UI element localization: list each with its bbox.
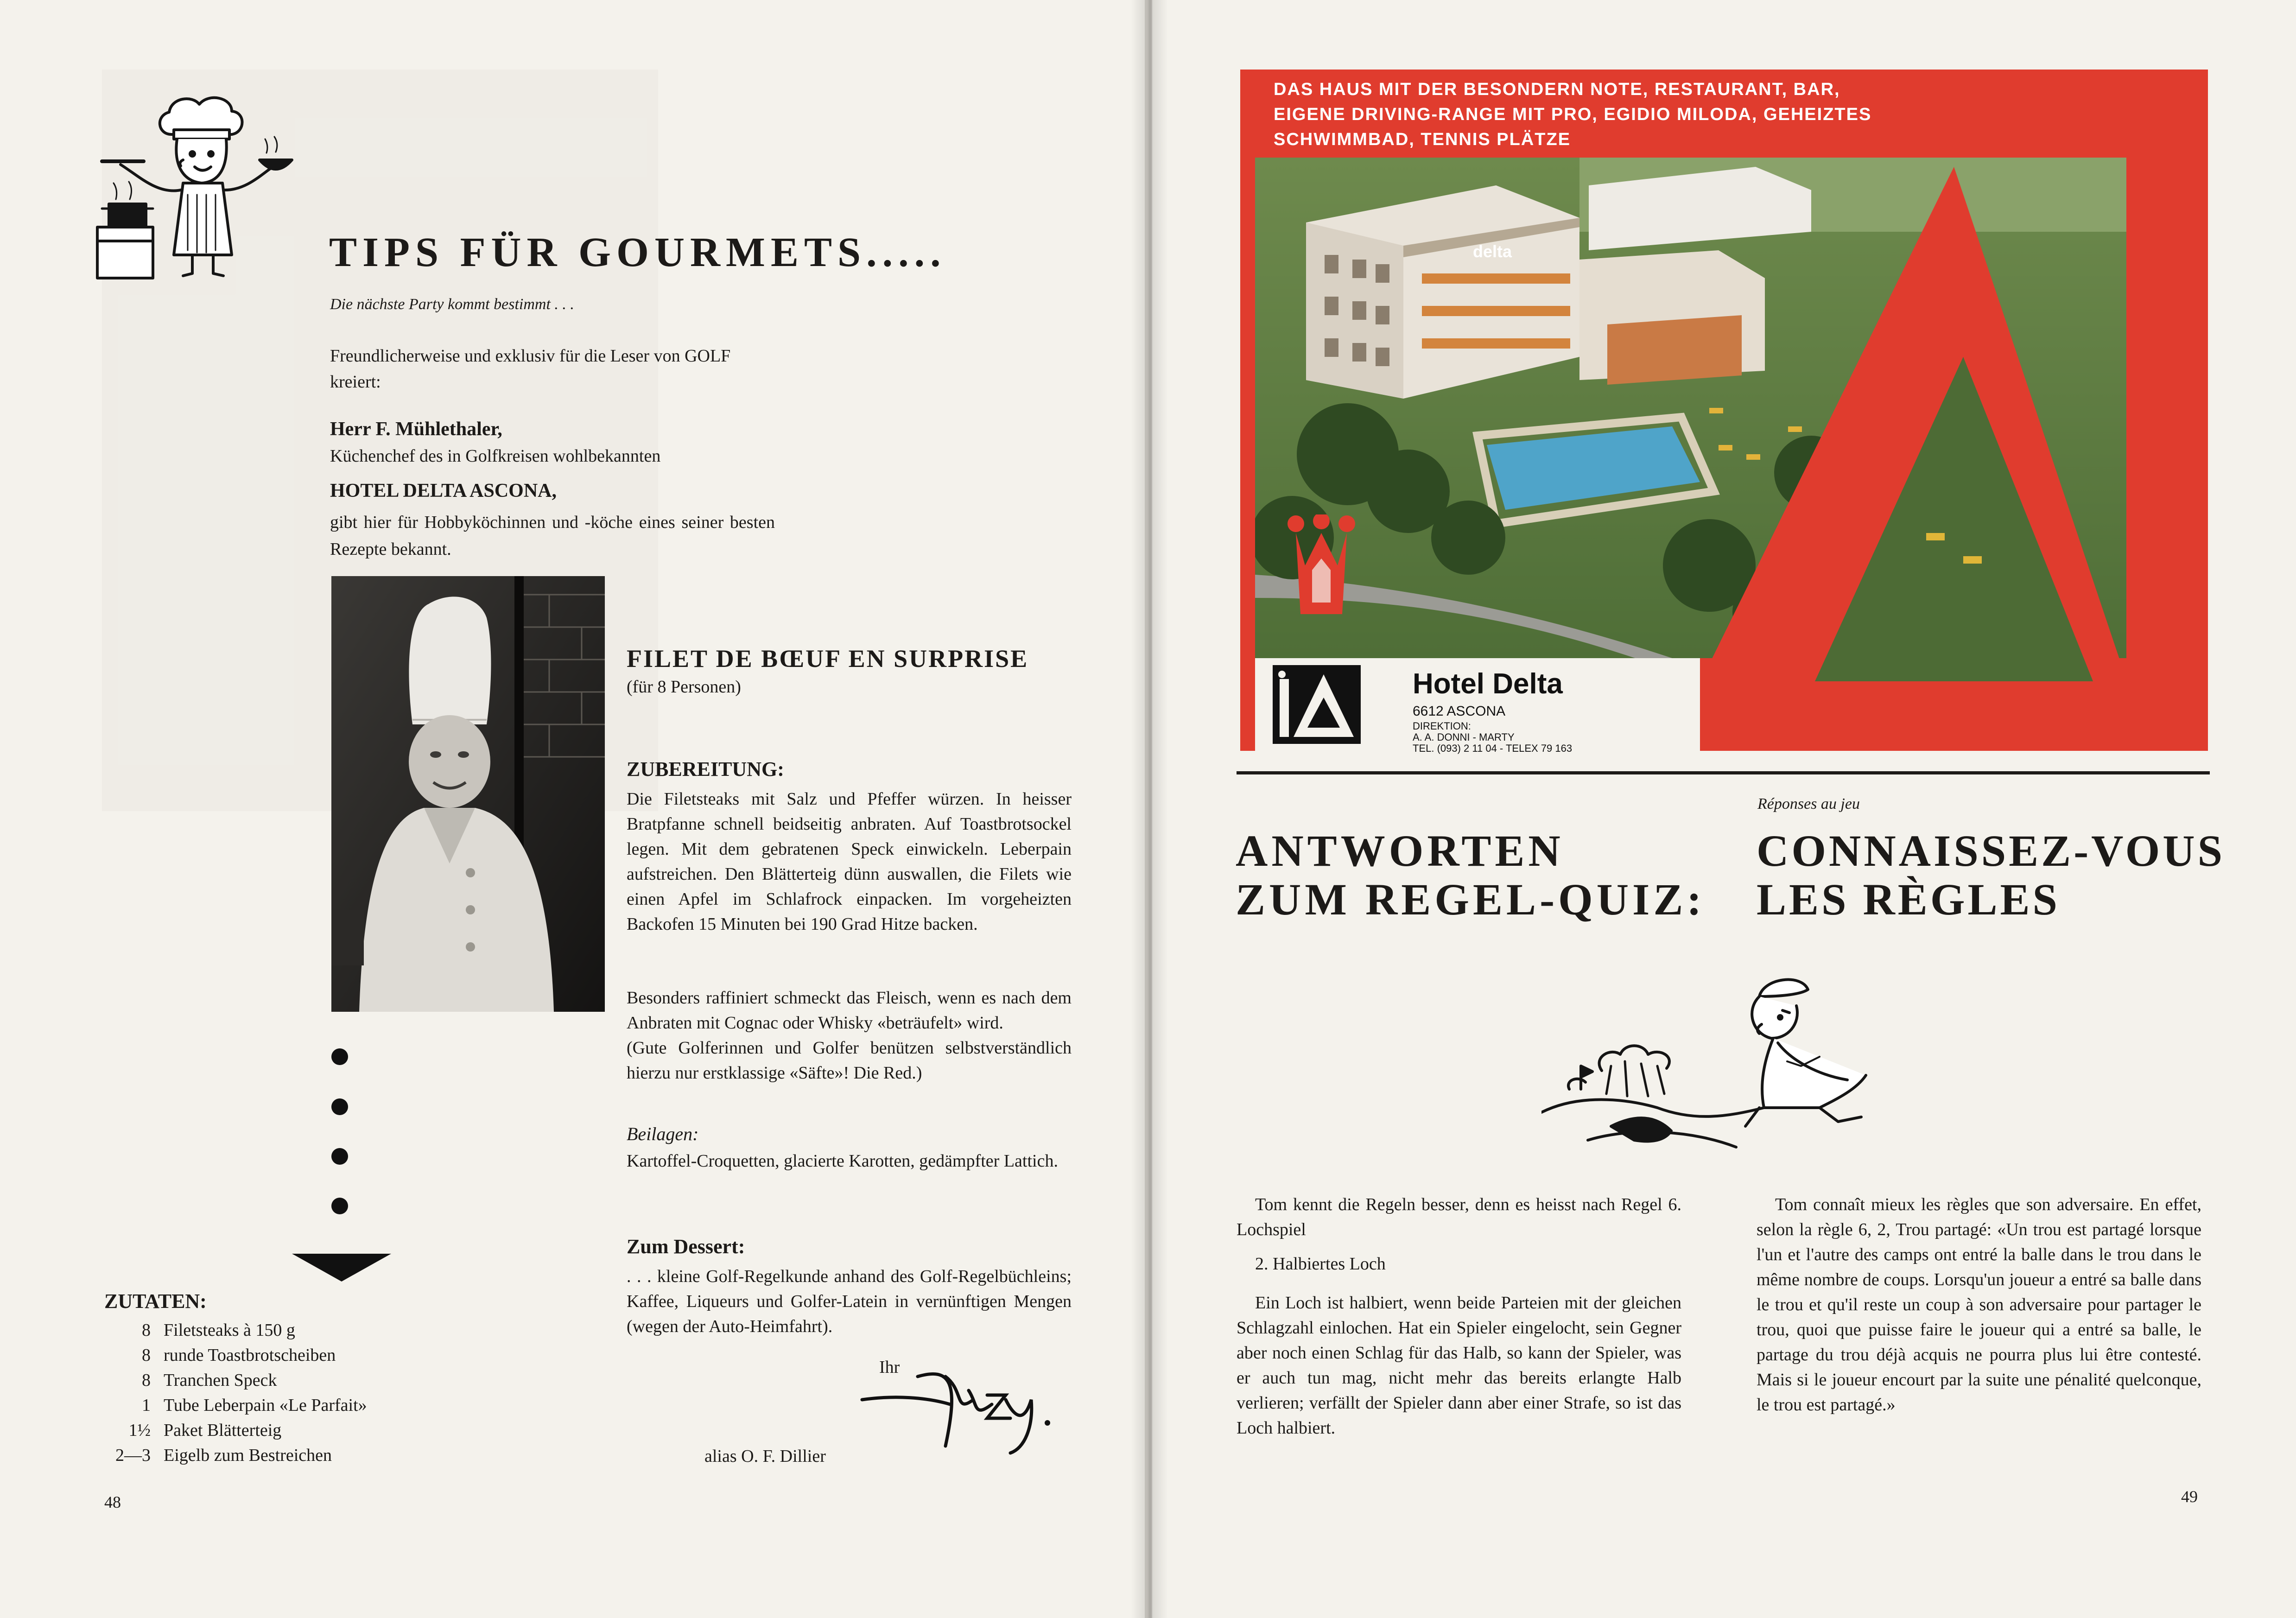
- delta-monogram-icon: [1273, 665, 1361, 744]
- ingredient-qty: 1½: [128, 1421, 151, 1440]
- list-item: [104, 1393, 457, 1418]
- article-subtitle: Die nächste Party kommt bestimmt . . .: [330, 296, 574, 313]
- page-number-left: 48: [104, 1493, 121, 1511]
- dessert-heading: Zum Dessert:: [627, 1235, 745, 1258]
- ad-header-text: DAS HAUS MIT DER BESONDERN NOTE, RESTAURANT, BAR, EIGENE DRIVING-RANGE MIT PRO, EGIDIO MILODA, GEHEIZTES SCHWIMMBAD, TENNIS PLÄTZE: [1274, 80, 1872, 149]
- ingredient-qty: 1: [142, 1396, 151, 1415]
- ingredient-item: runde Toastbrotscheiben: [164, 1345, 336, 1365]
- hotel-advertisement: [1240, 70, 2208, 754]
- book-gutter: [1131, 0, 1168, 1618]
- ingredient-item: Filetsteaks à 150 g: [164, 1320, 295, 1340]
- chef-photo: [331, 576, 605, 1012]
- tip-text: Besonders raffiniert schmeckt das Fleisch, wenn es nach dem Anbraten mit Cognac oder Whisky «beträufelt» wird.: [627, 988, 1072, 1033]
- quiz-title-de-line1: ANTWORTEN: [1236, 826, 1564, 876]
- crown-logo-icon: [1287, 514, 1356, 616]
- golfer-cartoon-illustration: [1541, 969, 1903, 1163]
- list-item: [104, 1418, 457, 1443]
- list-item: [104, 1318, 457, 1343]
- ingredients-list: [104, 1318, 457, 1468]
- decorative-dot: [331, 1148, 348, 1165]
- ad-directors: A. A. DONNI - MARTY: [1413, 731, 1515, 743]
- quiz-answer-de-p2: 2. Halbiertes Loch: [1255, 1254, 1386, 1274]
- tip-note: (Gute Golferinnen und Golfer benützen selbstverständlich hierzu nur erstklassige «Säfte»! Die Red.): [627, 1038, 1072, 1083]
- ad-hotel-name: Hotel Delta: [1413, 668, 1563, 700]
- alias-text: alias O. F. Dillier: [704, 1447, 826, 1466]
- page-number-right: 49: [2181, 1487, 2198, 1506]
- list-item: [104, 1343, 457, 1368]
- chef-name: Herr F. Mühlethaler,: [330, 419, 502, 440]
- ingredient-item: Eigelb zum Bestreichen: [164, 1446, 332, 1465]
- prep-text: Die Filetsteaks mit Salz und Pfeffer würzen. In heisser Bratpfanne schnell beidseitig anbraten. Auf Toastbrotsockel legen. Mit dem gebratenen Speck einwickeln. Leberpain aufstreichen. Den Blätterteig dünn auswallen, die Filets wie einen Apfel im Schlafrock einpacken. Im vorgeheizten Backofen 15 Minuten bei 190 Grad Hitze backen.: [627, 789, 1072, 934]
- ingredient-item: Tube Leberpain «Le Parfait»: [164, 1396, 367, 1415]
- ad-telephone: TEL. (093) 2 11 04 - TELEX 79 163: [1413, 742, 1573, 754]
- quiz-title-fr-line2: LES RÈGLES: [1757, 875, 2060, 924]
- decorative-dot: [331, 1048, 348, 1065]
- signature-drawing: [857, 1349, 1071, 1455]
- quiz-kicker-fr: Réponses au jeu: [1757, 795, 1860, 812]
- ingredient-qty: 8: [142, 1320, 151, 1340]
- sides-heading: Beilagen:: [627, 1123, 699, 1144]
- ingredient-item: Paket Blätterteig: [164, 1421, 282, 1440]
- closing-text: Ihr: [879, 1358, 900, 1377]
- ad-direktion-label: DIREKTION:: [1413, 720, 1471, 732]
- ad-address: 6612 ASCONA: [1413, 704, 1506, 719]
- sides-text: Kartoffel-Croquetten, glacierte Karotten, gedämpfter Lattich.: [627, 1151, 1058, 1171]
- article-title: TIPS FÜR GOURMETS.....: [329, 229, 946, 275]
- right-page: [1152, 0, 2296, 1618]
- quiz-answer-de-p1: Tom kennt die Regeln besser, denn es heisst nach Regel 6. Lochspiel: [1237, 1195, 1681, 1239]
- list-item: [104, 1368, 457, 1393]
- ingredients-heading: ZUTATEN:: [104, 1290, 207, 1313]
- chef-cartoon-illustration: [93, 83, 334, 287]
- quiz-answer-fr-p1: Tom connaît mieux les règles que son adversaire. En effet, selon la règle 6, 2, Trou partagé: «Un trou est partagé lorsque l'un et l'autre des camps ont entré la balle dans le trou dans le même nombre de coups. Lorsqu'un joueur a entré sa balle dans le trou et qu'il reste un coup à son adversaire pour partager le trou, quoi que puisse faire le joueur qui a entré sa balle, le partage du trou déjà acquis ne pourra plus lui être contesté. Mais si le joueur encourt par la suite une pénalité quelconque, le trou est partagé.»: [1757, 1195, 2201, 1415]
- ingredient-item: Tranchen Speck: [164, 1371, 277, 1390]
- delta-triangle-logo: [1667, 158, 2130, 751]
- ingredient-qty: 8: [142, 1345, 151, 1365]
- quiz-answer-de-p3: Ein Loch ist halbiert, wenn beide Parteien mit der gleichen Schlagzahl einlochen. Hat ein Spieler eingelocht, sein Gegner aber noch einen Schlag für das Halb, so kann der Spieler, was er auch tun mag, nicht mehr das bereits erlangte Halb verlieren; verfällt der Spieler dann aber einer Strafe, so ist das Loch halbiert.: [1237, 1293, 1681, 1438]
- decorative-dot: [331, 1098, 348, 1115]
- intro-text: Freundlicherweise und exklusiv für die Leser von GOLF kreiert:: [330, 346, 731, 392]
- chef-role: Küchenchef des in Golfkreisen wohlbekannten: [330, 446, 661, 466]
- dessert-text: . . . kleine Golf-Regelkunde anhand des Golf-Regelbüchleins; Kaffee, Liqueurs und Golfer-Latein in vernünftigen Mengen (wegen der Auto-Heimfahrt).: [627, 1267, 1072, 1336]
- quiz-title-fr-line1: CONNAISSEZ-VOUS: [1757, 826, 2225, 876]
- prep-heading: ZUBEREITUNG:: [627, 758, 784, 780]
- left-page: [0, 0, 1145, 1618]
- recipe-servings: (für 8 Personen): [627, 677, 741, 697]
- section-divider: [1237, 771, 2210, 774]
- down-arrow-icon: [292, 1254, 391, 1282]
- signature: [857, 1349, 1071, 1455]
- hotel-note: gibt hier für Hobbyköchinnen und -köche eines seiner besten Rezepte bekannt.: [330, 513, 775, 559]
- ingredient-qty: 2—3: [115, 1446, 151, 1465]
- decorative-dot: [331, 1198, 348, 1214]
- recipe-title: FILET DE BŒUF EN SURPRISE: [627, 645, 1029, 673]
- quiz-title-de-line2: ZUM REGEL-QUIZ:: [1236, 875, 1706, 924]
- ingredient-qty: 8: [142, 1371, 151, 1390]
- building-sign-text: delta: [1473, 242, 1512, 261]
- list-item: [104, 1443, 457, 1468]
- hotel-name: HOTEL DELTA ASCONA,: [330, 480, 557, 501]
